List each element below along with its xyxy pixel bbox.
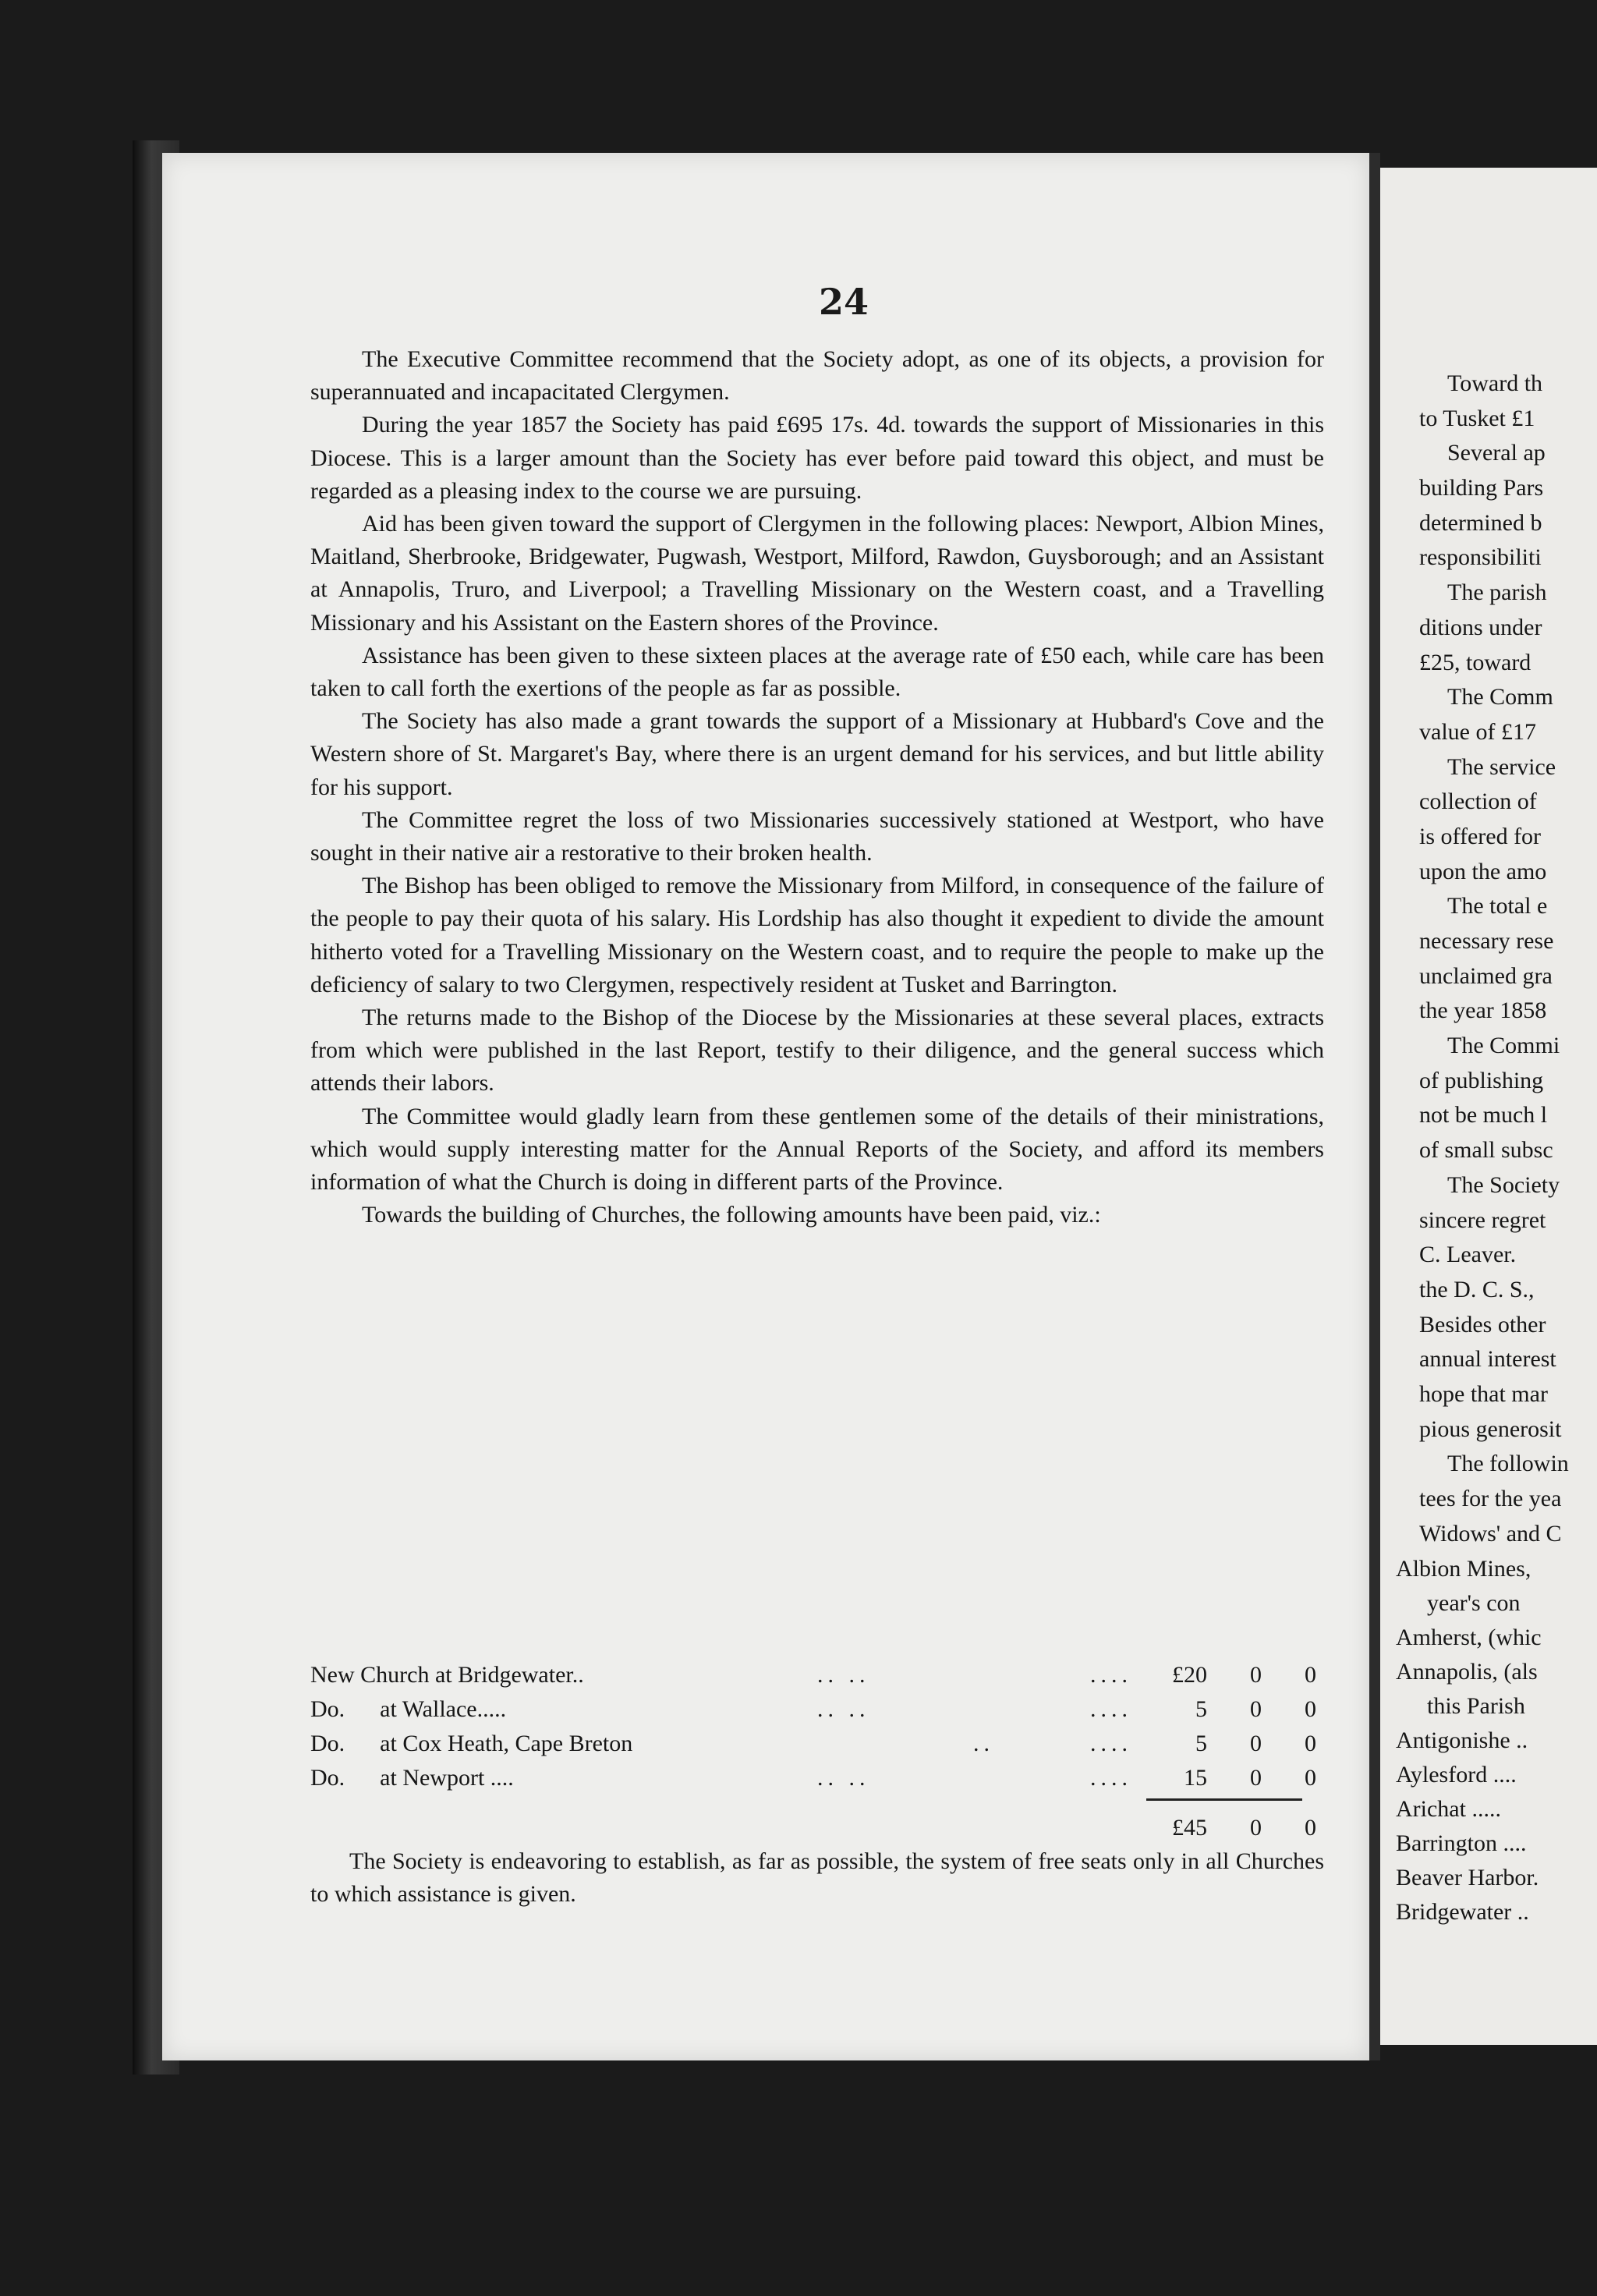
ledger-pence: 0 — [1305, 1765, 1316, 1791]
ledger-pounds: 15 — [1184, 1765, 1207, 1791]
right-page-line: The service — [1447, 753, 1556, 780]
ledger-pounds: 5 — [1195, 1731, 1207, 1756]
ledger-description: New Church at Bridgewater.. — [310, 1662, 584, 1688]
ledger-leader: .. .. — [817, 1765, 870, 1791]
right-page-line: collection of — [1419, 788, 1537, 815]
right-page-line: to Tusket £1 — [1419, 405, 1535, 431]
ledger-leader: .. — [973, 1731, 994, 1756]
paragraph: Aid has been given toward the support of Clergymen in the following places: Newport, Albion Mines, Maitland, Sherbrooke, Bridgewater, Pugwash, Westport, Milford, Rawdon, Guysborough; and an Assistant at Annapolis, Truro, and Liverpool; a Travelling Missionary on the Western coast, and a Travelling Missionary and his Assistant on the Eastern shores of the Province. — [310, 511, 1324, 636]
right-page-line: Toward th — [1447, 370, 1543, 396]
ledger-pounds: £20 — [1172, 1662, 1207, 1688]
right-page-line: The Commi — [1447, 1033, 1560, 1059]
right-page-line: determined b — [1419, 509, 1542, 536]
ledger-leader: .... — [1090, 1765, 1132, 1791]
right-page-line: ditions under — [1419, 614, 1542, 640]
right-page-line: Widows' and C — [1419, 1520, 1562, 1547]
paragraph: The Society has also made a grant towards the support of a Missionary at Hubbard's Cove and the Western shore of St. Margaret's Bay, where there is an urgent demand for his services, and but little ability for his support. — [310, 708, 1324, 800]
right-page-line: not be much l — [1419, 1102, 1548, 1129]
ledger-description: Do. at Cox Heath, Cape Breton — [310, 1731, 633, 1756]
right-index-entry: Amherst, (whic — [1396, 1625, 1542, 1650]
right-page-line: is offered for — [1419, 823, 1542, 849]
paragraph: Assistance has been given to these sixteen places at the average rate of £50 each, while care has been taken to call forth the exertions of the people as far as possible. — [310, 642, 1324, 702]
total-pence: 0 — [1305, 1815, 1316, 1841]
right-page-line: hope that mar — [1419, 1380, 1548, 1407]
right-index-entry: Annapolis, (als — [1396, 1659, 1538, 1685]
ledger-pence: 0 — [1305, 1731, 1316, 1756]
ledger-leader: .... — [1090, 1696, 1132, 1722]
right-page-line: upon the amo — [1419, 858, 1547, 884]
right-index-entry: Beaver Harbor. — [1396, 1865, 1539, 1890]
right-page-line: of publishing — [1419, 1067, 1544, 1093]
paragraph: Towards the building of Churches, the following amounts have been paid, viz.: — [362, 1202, 1101, 1228]
total-pounds: £45 — [1172, 1815, 1207, 1841]
closing-text — [310, 1845, 1324, 1911]
paragraph: The Society is endeavoring to establish, as far as possible, the system of free seats only in all Churches to which assistance is given. — [310, 1848, 1324, 1908]
body-text — [310, 343, 1324, 1231]
ledger-shillings: 0 — [1250, 1765, 1262, 1791]
ledger-leader: .... — [1090, 1731, 1132, 1756]
paragraph: The Executive Committee recommend that the Society adopt, as one of its objects, a provision for superannuated and incapacitated Clergymen. — [310, 346, 1324, 406]
ledger-shillings: 0 — [1250, 1662, 1262, 1688]
right-index-entry: Aylesford .... — [1396, 1762, 1517, 1788]
right-page-line: unclaimed gra — [1419, 962, 1553, 989]
right-page-line: pious generosit — [1419, 1416, 1562, 1442]
paragraph: The Bishop has been obliged to remove the Missionary from Milford, in consequence of the failure of the people to pay their quota of his salary. His Lordship has also thought it expedient to divide the amount hitherto voted for a Travelling Missionary on the Western coast, and to require the people to make up the deficiency of salary to two Clergymen, respectively resident at Tusket and Barrington. — [310, 873, 1324, 997]
right-page-line: The total e — [1447, 893, 1548, 919]
paragraph: The returns made to the Bishop of the Diocese by the Missionaries at these several places, extracts from which were published in the last Report, testify to their diligence, and the general success which attends their labors. — [310, 1004, 1324, 1097]
ledger-description: Do. at Wallace..... — [310, 1696, 507, 1722]
right-page-line: necessary rese — [1419, 928, 1554, 954]
right-page-line: C. Leaver. — [1419, 1242, 1517, 1268]
right-index-entry: Arichat ..... — [1396, 1796, 1501, 1822]
ledger-pence: 0 — [1305, 1696, 1316, 1722]
right-page-line: The followin — [1447, 1451, 1569, 1477]
right-page-line: of small subsc — [1419, 1137, 1553, 1164]
right-page-line: The Comm — [1447, 684, 1553, 710]
ledger-pounds: 5 — [1195, 1696, 1207, 1722]
book-gutter — [1369, 153, 1380, 2060]
ledger-row — [310, 1727, 1324, 1761]
paragraph: During the year 1857 the Society has paid £695 17s. 4d. towards the support of Missionaries in this Diocese. This is a larger amount than the Society has ever before paid toward this object, and must be regarded as a pleasing index to the course we are pursuing. — [310, 412, 1324, 504]
right-page-line: responsibiliti — [1419, 544, 1542, 571]
right-page-line: value of £17 — [1419, 718, 1536, 745]
right-page-line: annual interest — [1419, 1346, 1556, 1373]
right-index-entry: year's con — [1427, 1590, 1521, 1616]
right-page-line: Besides other — [1419, 1311, 1546, 1338]
right-page-line: tees for the yea — [1419, 1486, 1562, 1511]
ledger-shillings: 0 — [1250, 1696, 1262, 1722]
right-page-index — [1396, 1552, 1597, 1929]
ledger-shillings: 0 — [1250, 1731, 1262, 1756]
ledger-leader: .. .. — [817, 1662, 870, 1688]
ledger-row — [310, 1692, 1324, 1727]
right-page-line: the year 1858 — [1419, 997, 1547, 1024]
total-shillings: 0 — [1250, 1815, 1262, 1841]
right-index-entry: Antigonishe .. — [1396, 1727, 1528, 1753]
ledger-leader: .... — [1090, 1662, 1132, 1688]
paragraph: The Committee regret the loss of two Missionaries successively stationed at Westport, who have sought in their native air a restorative to their broken health. — [310, 806, 1324, 866]
right-index-entry: Albion Mines, — [1396, 1556, 1531, 1582]
ledger-row — [310, 1658, 1324, 1692]
right-page-line: the D. C. S., — [1419, 1276, 1535, 1302]
right-index-entry: Barrington .... — [1396, 1830, 1527, 1856]
right-index-entry: this Parish — [1427, 1693, 1525, 1719]
right-page-line: The Society — [1447, 1171, 1560, 1198]
ledger-pence: 0 — [1305, 1662, 1316, 1688]
right-page-line: The parish — [1447, 579, 1547, 606]
ledger-total — [310, 1811, 1324, 1845]
right-page-line: sincere regret — [1419, 1206, 1546, 1233]
right-page-line: building Pars — [1419, 475, 1544, 501]
right-page-line: Several ap — [1447, 440, 1546, 466]
right-page-line: £25, toward — [1419, 649, 1531, 675]
ledger-leader: .. .. — [817, 1696, 870, 1722]
total-rule — [1146, 1798, 1302, 1801]
right-index-entry: Bridgewater .. — [1396, 1899, 1529, 1925]
right-page-text — [1419, 367, 1597, 1551]
ledger-row — [310, 1761, 1324, 1795]
page-number: 24 — [819, 281, 869, 323]
ledger-description: Do. at Newport .... — [310, 1765, 514, 1791]
paragraph: The Committee would gladly learn from these gentlemen some of the details of their ministrations, which would supply interesting matter for the Annual Reports of the Society, and afford its members information of what the Church is doing in different parts of the Province. — [310, 1103, 1324, 1196]
church-grants-ledger — [310, 1658, 1324, 1795]
